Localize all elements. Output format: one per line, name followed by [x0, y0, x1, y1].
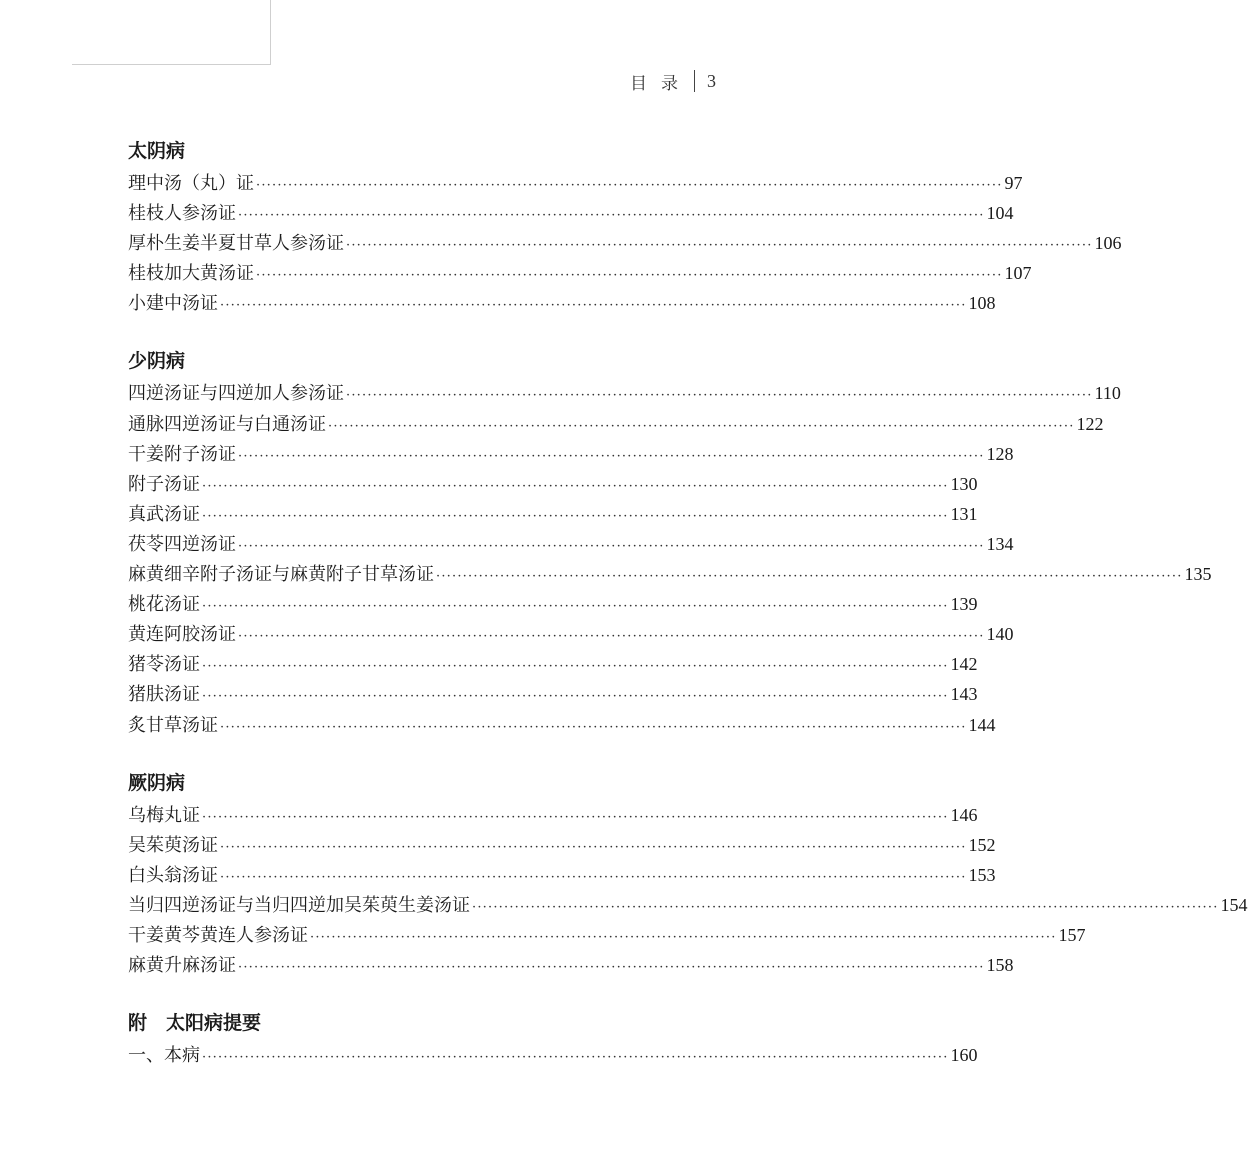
entry-page-number: 97	[1004, 173, 1023, 193]
dot-leader: ············································································································································	[220, 298, 967, 314]
toc-entry[interactable]	[128, 168, 1023, 198]
entry-page-number: 142	[950, 654, 978, 675]
entry-page-number: 134	[986, 533, 1014, 554]
entry-title: 当归四逆汤证与当归四逆加吴茱萸生姜汤证	[128, 894, 470, 916]
header-title: 目录	[630, 73, 692, 94]
toc-section	[128, 1006, 978, 1070]
toc-entry[interactable]	[128, 258, 1032, 288]
dot-leader: ············································································································································	[472, 899, 1219, 915]
toc-entry[interactable]	[128, 830, 996, 860]
dot-leader: ············································································································································	[256, 268, 1003, 284]
entry-title: 茯苓四逆汤证	[128, 533, 236, 555]
entry-page-number: 157	[1058, 924, 1086, 945]
toc-entry[interactable]	[128, 1040, 978, 1070]
dot-leader: ············································································································································	[220, 839, 967, 855]
toc-entry[interactable]	[128, 409, 1104, 439]
dot-leader: ············································································································································	[256, 178, 1003, 193]
entry-page-number: 140	[986, 624, 1014, 645]
toc-entry[interactable]	[128, 469, 978, 499]
entry-title: 四逆汤证与四逆加人参汤证	[128, 383, 344, 405]
toc-entry[interactable]	[128, 499, 978, 529]
toc-entry[interactable]	[128, 679, 978, 709]
entry-title: 麻黄细辛附子汤证与麻黄附子甘草汤证	[128, 564, 434, 586]
entry-page-number: 160	[950, 1045, 978, 1066]
entry-page-number: 153	[968, 864, 996, 885]
entry-title: 附子汤证	[128, 473, 200, 495]
header-page-number: 3	[707, 70, 716, 91]
dot-leader: ············································································································································	[238, 538, 985, 554]
entry-title: 干姜黄芩黄连人参汤证	[128, 924, 308, 946]
entry-page-number: 128	[986, 443, 1014, 464]
entry-page-number: 131	[950, 503, 978, 524]
entry-title: 通脉四逆汤证与白通汤证	[128, 413, 326, 435]
entry-page-number: 135	[1184, 564, 1212, 585]
entry-page-number: 158	[986, 955, 1014, 976]
dot-leader: ············································································································································	[238, 448, 985, 464]
entry-page-number: 139	[950, 594, 978, 615]
entry-title: 厚朴生姜半夏甘草人参汤证	[128, 233, 344, 255]
dot-leader: ············································································································································	[238, 960, 985, 976]
entry-title: 乌梅丸证	[128, 804, 200, 826]
dot-leader: ············································································································································	[202, 478, 949, 494]
entry-page-number: 130	[950, 473, 978, 494]
dot-leader: ············································································································································	[346, 238, 1093, 254]
entry-title: 理中汤（丸）证	[128, 173, 254, 194]
dot-leader: ············································································································································	[220, 719, 967, 735]
entry-title: 黄连阿胶汤证	[128, 624, 236, 646]
section-title: 附 太阳病提要	[128, 1012, 262, 1035]
toc-entry[interactable]	[128, 198, 1014, 228]
section-title: 少阴病	[128, 350, 186, 373]
toc-entry[interactable]	[128, 378, 1121, 408]
toc-entry[interactable]	[128, 649, 978, 679]
toc-entry[interactable]	[128, 288, 996, 318]
entry-page-number: 107	[1004, 263, 1032, 284]
entry-page-number: 143	[950, 684, 978, 705]
entry-title: 干姜附子汤证	[128, 443, 236, 465]
toc-section	[128, 134, 1122, 318]
entry-page-number: 122	[1076, 413, 1104, 434]
header-divider	[694, 70, 695, 92]
dot-leader: ············································································································································	[346, 388, 1093, 404]
running-header	[630, 68, 716, 94]
entry-title: 猪肤汤证	[128, 684, 200, 706]
dot-leader: ············································································································································	[202, 809, 949, 825]
dot-leader: ············································································································································	[202, 689, 949, 705]
dot-leader: ············································································································································	[328, 418, 1075, 434]
entry-page-number: 108	[968, 293, 996, 314]
entry-title: 白头翁汤证	[128, 864, 218, 886]
entry-page-number: 152	[968, 834, 996, 855]
toc-section	[128, 344, 1212, 739]
toc-entry[interactable]	[128, 559, 1212, 589]
toc-entry[interactable]	[128, 710, 996, 740]
entry-title: 桃花汤证	[128, 594, 200, 616]
toc-entry[interactable]	[128, 228, 1122, 258]
dot-leader: ············································································································································	[310, 929, 1057, 945]
entry-title: 炙甘草汤证	[128, 714, 218, 736]
toc-entry[interactable]	[128, 619, 1014, 649]
entry-title: 猪苓汤证	[128, 654, 200, 676]
entry-page-number: 104	[986, 203, 1014, 224]
dot-leader: ············································································································································	[202, 1050, 949, 1066]
table-of-contents	[128, 134, 1248, 1096]
toc-entry[interactable]	[128, 920, 1086, 950]
toc-section	[128, 766, 1248, 981]
dot-leader: ············································································································································	[202, 508, 949, 524]
toc-entry[interactable]	[128, 439, 1014, 469]
entry-title: 一、本病	[128, 1045, 200, 1067]
dot-leader: ············································································································································	[220, 869, 967, 885]
dot-leader: ············································································································································	[436, 569, 1183, 585]
dot-leader: ············································································································································	[202, 599, 949, 615]
toc-entry[interactable]	[128, 950, 1014, 980]
toc-entry[interactable]	[128, 529, 1014, 559]
entry-page-number: 154	[1220, 894, 1248, 915]
entry-title: 小建中汤证	[128, 293, 218, 315]
entry-title: 吴茱萸汤证	[128, 834, 218, 856]
entry-page-number: 110	[1094, 383, 1121, 404]
toc-entry[interactable]	[128, 890, 1248, 920]
entry-page-number: 144	[968, 714, 996, 735]
dot-leader: ············································································································································	[238, 208, 985, 224]
section-title: 厥阴病	[128, 771, 186, 794]
entry-title: 桂枝加大黄汤证	[128, 263, 254, 285]
toc-entry[interactable]	[128, 800, 978, 830]
entry-title: 真武汤证	[128, 503, 200, 525]
page-corner-mark	[72, 0, 271, 65]
entry-page-number: 146	[950, 804, 978, 825]
toc-entry[interactable]	[128, 589, 978, 619]
dot-leader: ············································································································································	[202, 659, 949, 675]
toc-entry[interactable]	[128, 860, 996, 890]
entry-title: 麻黄升麻汤证	[128, 955, 236, 977]
entry-title: 桂枝人参汤证	[128, 203, 236, 225]
section-title: 太阴病	[128, 140, 186, 162]
entry-page-number: 106	[1094, 233, 1122, 254]
dot-leader: ············································································································································	[238, 629, 985, 645]
